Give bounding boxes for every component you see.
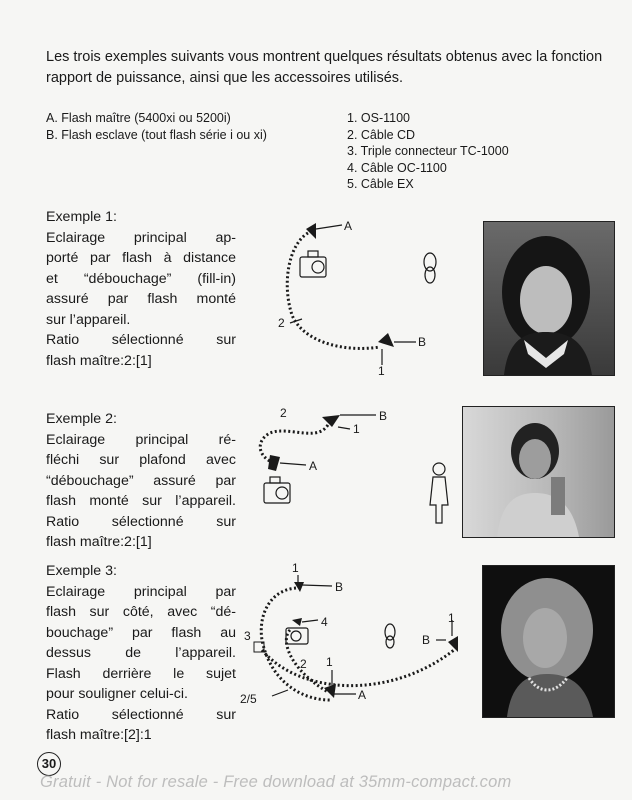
portrait-photo-2 bbox=[462, 406, 615, 538]
accessory-item: 2. Câble CD bbox=[347, 127, 416, 142]
flash-legend-item: A. Flash maître (5400xi ou 5200i) bbox=[46, 111, 231, 125]
portrait-illustration bbox=[463, 407, 614, 537]
accessory-item: 5. Câble EX bbox=[347, 177, 414, 191]
example-line: flash maître:2:[1] bbox=[46, 534, 152, 550]
example-1-text bbox=[46, 207, 236, 371]
example-line: pour souligner celui-ci. bbox=[46, 686, 188, 702]
accessory-item: 3. Triple connecteur TC-1000 bbox=[347, 144, 509, 158]
example-1-diagram bbox=[270, 215, 450, 380]
example-line: Ratio sélectionné sur bbox=[46, 513, 236, 530]
example-line: fléchi sur plafond avec bbox=[46, 452, 236, 468]
label-1: 1 bbox=[326, 655, 333, 669]
example-line: flash maître:[2]:1 bbox=[46, 727, 152, 743]
example-line: sur l’appareil. bbox=[46, 311, 131, 328]
accessory-item: 1. OS-1100 bbox=[347, 111, 411, 125]
example-line: assuré par flash monté bbox=[46, 291, 236, 307]
label-b: B bbox=[335, 580, 344, 594]
example-title: Exemple 2: bbox=[46, 411, 117, 427]
label-1: 1 bbox=[378, 364, 385, 378]
label-2: 2 bbox=[300, 657, 307, 671]
example-line: Ratio sélectionné sur bbox=[46, 706, 236, 723]
flash-legend-item: B. Flash esclave (tout flash série i ou xi) bbox=[46, 127, 267, 142]
label-1: 1 bbox=[292, 561, 299, 575]
example-line: Eclairage principal ap- bbox=[46, 229, 236, 246]
master-flash-icon bbox=[306, 223, 316, 239]
example-2-text bbox=[46, 409, 236, 553]
example-line: “débouchage” assuré par bbox=[46, 472, 236, 489]
label-b: B bbox=[418, 335, 427, 349]
accessories-list bbox=[347, 110, 509, 193]
label-2-5: 2/5 bbox=[240, 692, 257, 706]
example-line: flash monté sur l’appareil. bbox=[46, 493, 236, 509]
label-4: 4 bbox=[321, 615, 328, 629]
portrait-illustration bbox=[484, 222, 614, 375]
example-title: Exemple 3: bbox=[46, 563, 117, 579]
footer-watermark: Gratuit - Not for resale - Free download at 35mm-compact.com bbox=[40, 773, 512, 791]
intro-paragraph: Les trois exemples suivants vous montrent quelques résultats obtenus avec la fonction rapport de puissance, ainsi que les accessoires utilisés. bbox=[46, 49, 603, 86]
label-2: 2 bbox=[280, 406, 287, 420]
master-flash-icon bbox=[268, 455, 280, 471]
example-line: porté par flash à distance bbox=[46, 250, 236, 266]
example-line: et “débouchage” (fill-in) bbox=[46, 270, 236, 287]
flash-legend bbox=[46, 110, 267, 143]
label-2: 2 bbox=[278, 316, 285, 330]
slave-flash-icon bbox=[378, 333, 394, 347]
example-3-diagram bbox=[240, 560, 475, 720]
portrait-photo-3 bbox=[482, 565, 615, 718]
portrait-photo-1 bbox=[483, 221, 615, 376]
accessory-item: 4. Câble OC-1100 bbox=[347, 160, 447, 175]
slave-flash-icon bbox=[322, 415, 340, 427]
label-a: A bbox=[309, 459, 318, 473]
page-number: 30 bbox=[37, 752, 61, 776]
example-line: dessus de l’appareil. bbox=[46, 645, 236, 661]
example-line: flash maître:2:[1] bbox=[46, 352, 152, 369]
example-line: Eclairage principal par bbox=[46, 583, 236, 600]
label-1: 1 bbox=[353, 422, 360, 436]
example-line: bouchage” par flash au bbox=[46, 624, 236, 641]
example-line: Flash derrière le sujet bbox=[46, 665, 236, 682]
label-a: A bbox=[344, 219, 353, 233]
label-b: B bbox=[379, 409, 388, 423]
slave-flash-icon bbox=[448, 636, 458, 652]
label-a: A bbox=[358, 688, 367, 702]
example-title: Exemple 1: bbox=[46, 209, 117, 225]
example-line: Ratio sélectionné sur bbox=[46, 332, 236, 348]
master-flash-icon bbox=[292, 618, 302, 626]
example-2-diagram bbox=[250, 405, 460, 535]
label-1: 1 bbox=[448, 611, 455, 625]
label-3: 3 bbox=[244, 629, 251, 643]
example-line: Eclairage principal ré- bbox=[46, 431, 236, 448]
portrait-illustration bbox=[483, 566, 614, 717]
example-line: flash sur côté, avec “dé- bbox=[46, 604, 236, 620]
label-b: B bbox=[422, 633, 431, 647]
example-3-text bbox=[46, 561, 236, 746]
